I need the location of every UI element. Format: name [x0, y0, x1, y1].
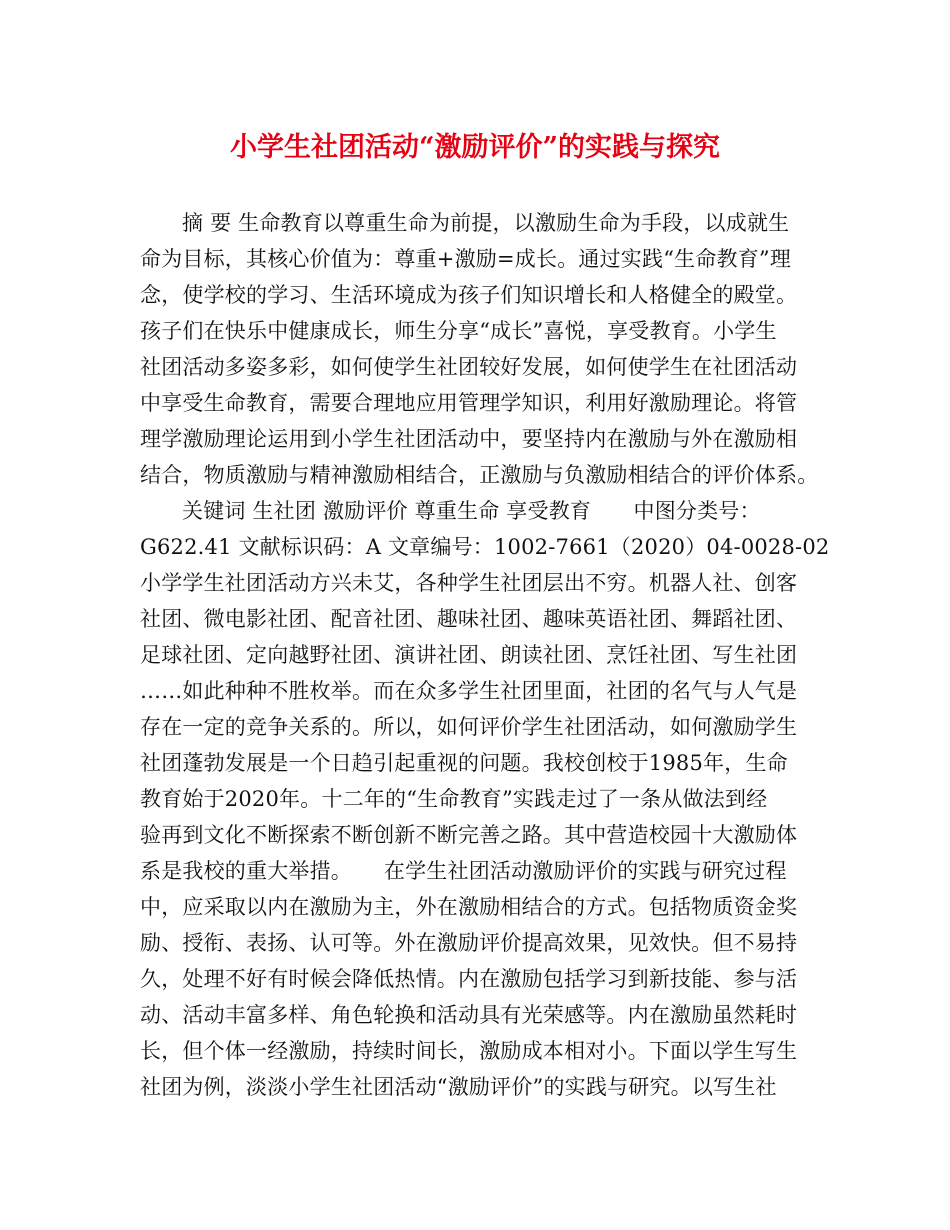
body-line: 励、授衔、表扬、认可等。外在激励评价提高效果，见效快。但不易持 [140, 931, 798, 955]
body-line: 足球社团、定向越野社团、演讲社团、朗读社团、烹饪社团、写生社团 [140, 643, 798, 667]
keywords-line: 关键词 生社团 激励评价 尊重生命 享受教育 中图分类号： [182, 499, 761, 523]
body-line: 验再到文化不断探索不断创新不断完善之路。其中营造校园十大激励体 [140, 823, 798, 847]
body-line: 社团为例，淡淡小学生社团活动“激励评价”的实践与研究。以写生社 [140, 1075, 777, 1099]
abstract-line: 社团活动多姿多彩，如何使学生社团较好发展，如何使学生在社团活动 [140, 355, 798, 379]
body-line: ……如此种种不胜枚举。而在众多学生社团里面，社团的名气与人气是 [140, 679, 798, 703]
abstract-line: 结合，物质激励与精神激励相结合，正激励与负激励相结合的评价体系。 [140, 463, 819, 487]
abstract-line: 孩子们在快乐中健康成长，师生分享“成长”喜悦，享受教育。小学生 [140, 319, 777, 343]
abstract-line: 中享受生命教育，需要合理地应用管理学知识，利用好激励理论。将管 [140, 391, 798, 415]
body-line: 中，应采取以内在激励为主，外在激励相结合的方式。包括物质资金奖 [140, 895, 798, 919]
body-line: 长，但个体一经激励，持续时间长，激励成本相对小。下面以学生写生 [140, 1039, 798, 1063]
body-line: 社团、微电影社团、配音社团、趣味社团、趣味英语社团、舞蹈社团、 [140, 607, 798, 631]
body-line: 存在一定的竞争关系的。所以，如何评价学生社团活动，如何激励学生 [140, 715, 798, 739]
abstract-line: 理学激励理论运用到小学生社团活动中，要坚持内在激励与外在激励相 [140, 427, 798, 451]
abstract-line: 念，使学校的学习、生活环境成为孩子们知识增长和人格健全的殿堂。 [140, 283, 798, 307]
document-body [140, 205, 830, 1105]
abstract-line: 摘 要 生命教育以尊重生命为前提，以激励生命为手段，以成就生 [182, 211, 790, 235]
body-line: 社团蓬勃发展是一个日趋引起重视的问题。我校创校于1985年，生命 [140, 751, 788, 775]
body-line: 教育始于2020年。十二年的“生命教育”实践走过了一条从做法到经 [140, 787, 768, 811]
body-line: 小学学生社团活动方兴未艾，各种学生社团层出不穷。机器人社、创客 [140, 571, 798, 595]
document-title: 小学生社团活动“激励评价”的实践与探究 [229, 132, 721, 163]
body-line: 系是我校的重大举措。 在学生社团活动激励评价的实践与研究过程 [140, 859, 787, 883]
classification-line: G622.41 文献标识码：A 文章编号：1002-7661（2020）04-0028-02 [140, 535, 830, 559]
body-line: 动、活动丰富多样、角色轮换和活动具有光荣感等。内在激励虽然耗时 [140, 1003, 798, 1027]
body-line: 久，处理不好有时候会降低热情。内在激励包括学习到新技能、参与活 [140, 967, 798, 991]
abstract-line: 命为目标，其核心价值为：尊重+激励=成长。通过实践“生命教育”理 [140, 247, 792, 271]
